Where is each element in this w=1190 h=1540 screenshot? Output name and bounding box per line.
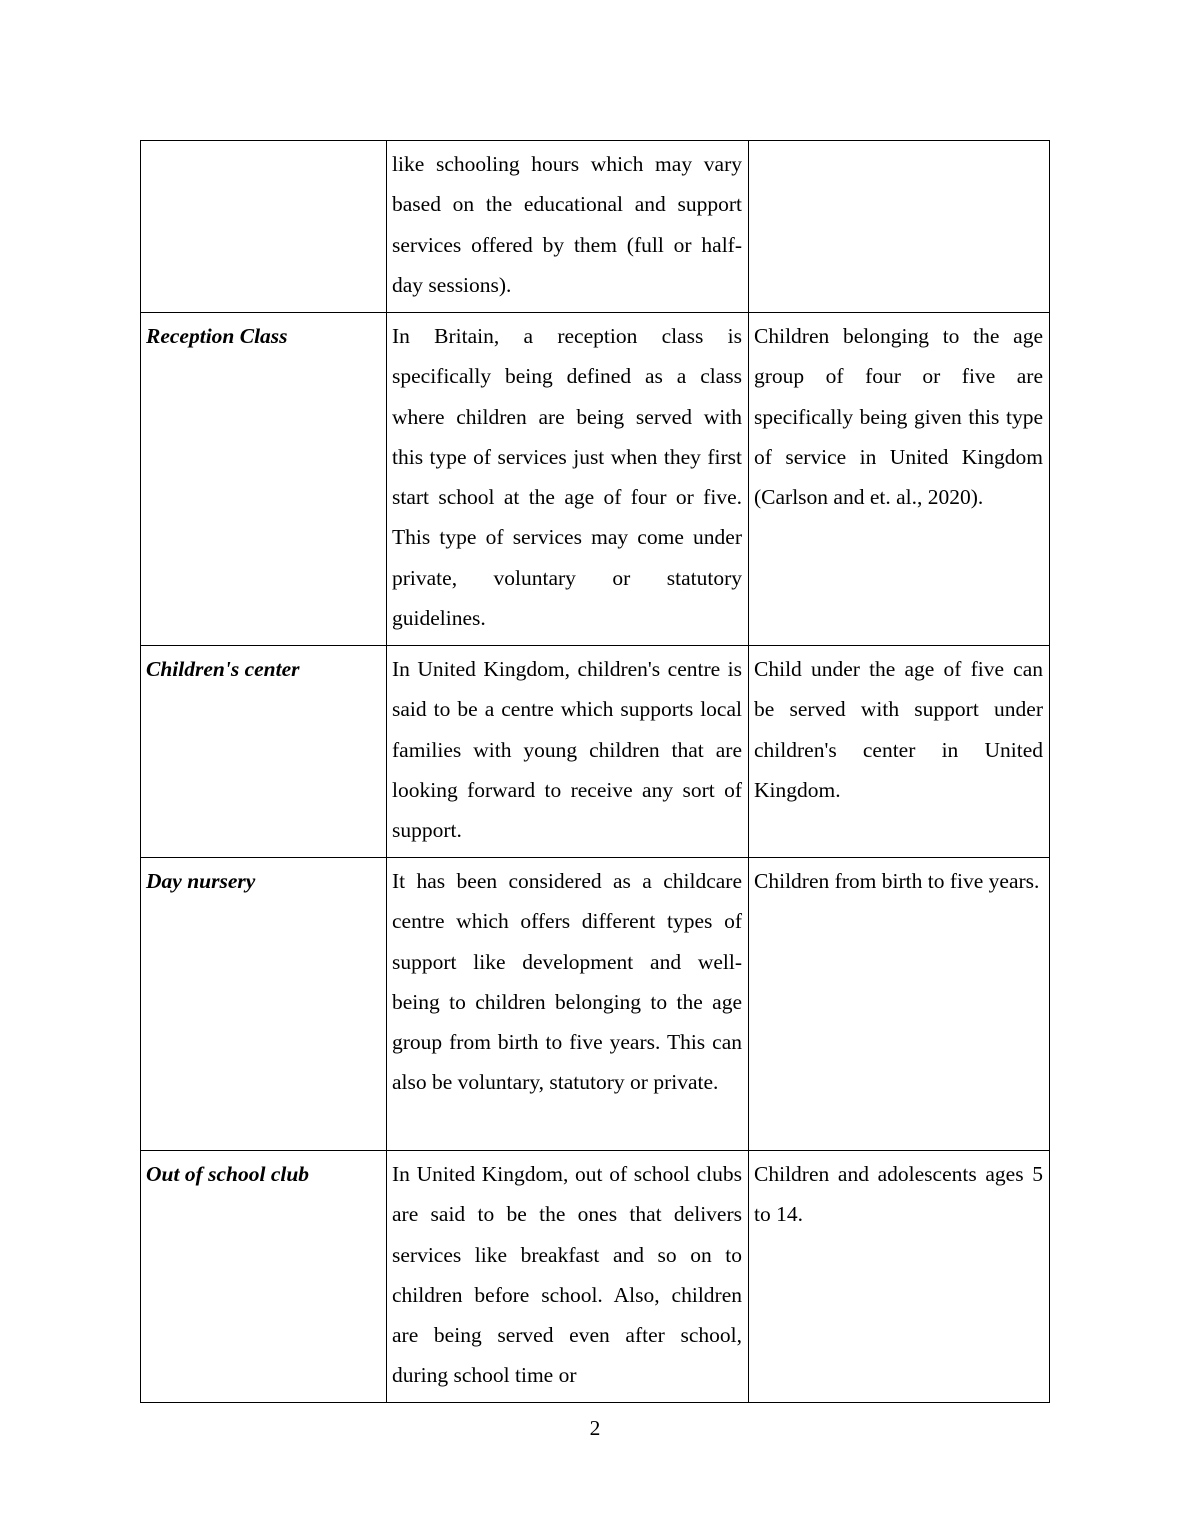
age-group-cell: Children and adolescents ages 5 to 14. xyxy=(749,1151,1050,1403)
table-row xyxy=(141,1151,1050,1403)
table-row xyxy=(141,141,1050,313)
table-row xyxy=(141,313,1050,646)
age-group-cell xyxy=(749,141,1050,313)
description-cell: In United Kingdom, out of school clubs are said to be the ones that delivers services like breakfast and so on to children before school. Also, children are being served even after school, during school time or xyxy=(387,1151,749,1403)
service-type-cell xyxy=(141,646,387,858)
age-group-cell: Children from birth to five years. xyxy=(749,858,1050,1151)
service-type-cell xyxy=(141,858,387,1151)
childcare-services-table xyxy=(140,140,1050,1403)
service-type-cell xyxy=(141,1151,387,1403)
service-type-label: Reception Class xyxy=(146,324,288,348)
age-group-cell: Children belonging to the age group of four or five are specifically being given this type of service in United Kingdom (Carlson and et. al., 2020). xyxy=(749,313,1050,646)
service-type-label: Out of school club xyxy=(146,1162,310,1186)
page-number: 2 xyxy=(589,1416,601,1440)
description-cell: It has been considered as a childcare centre which offers different types of support like development and well-being to children belonging to the age group from birth to five years. This can also be voluntary, statutory or private. xyxy=(387,858,749,1151)
table-row xyxy=(141,858,1050,1151)
service-type-cell xyxy=(141,141,387,313)
service-type-label: Children's center xyxy=(146,657,300,681)
table-row xyxy=(141,646,1050,858)
service-type-label: Day nursery xyxy=(146,869,256,893)
description-cell: like schooling hours which may vary based on the educational and support services offered by them (full or half-day sessions). xyxy=(387,141,749,313)
service-type-cell xyxy=(141,313,387,646)
description-cell: In Britain, a reception class is specifically being defined as a class where children are being served with this type of services just when they first start school at the age of four or five. This type of services may come under private, voluntary or statutory guidelines. xyxy=(387,313,749,646)
age-group-cell: Child under the age of five can be served with support under children's center in United Kingdom. xyxy=(749,646,1050,858)
description-cell: In United Kingdom, children's centre is said to be a centre which supports local families with young children that are looking forward to receive any sort of support. xyxy=(387,646,749,858)
